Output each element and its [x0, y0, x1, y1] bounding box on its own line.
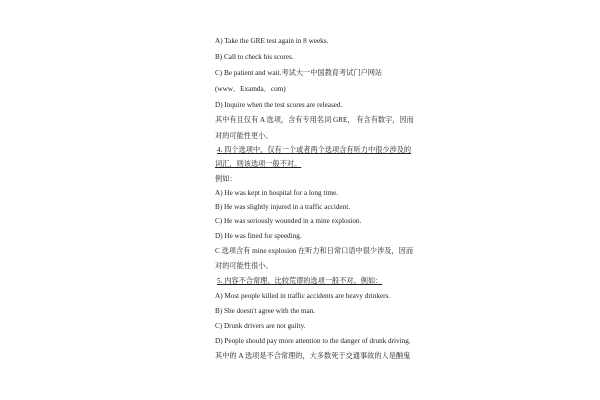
- explanation-line-1: 其中有且仅有 A 选项，含有专用名词 GRE， 有含有数字，因而: [215, 116, 414, 124]
- example-option-a: A) He was kept in hospital for a long time.: [215, 189, 338, 197]
- rule-5-option-d: D) People should pay more attention to the danger of drunk driving.: [215, 337, 411, 345]
- option-b-call: B) Call to check his scores.: [215, 53, 294, 61]
- rule-5-option-b: B) She doesn't agree with the man.: [215, 307, 316, 315]
- source-note: (www．Examda．com): [215, 85, 286, 93]
- example-option-b: B) He was slightly injured in a traffic accident.: [215, 203, 350, 211]
- rule-4-heading-cont: 词汇，则该选项一般不对。: [215, 160, 302, 168]
- example-explanation-2: 对的可能性很小。: [215, 262, 273, 270]
- rule-4-heading: 4. 四个选项中，仅有一个或者两个选项含有听力中很少涉及的: [217, 146, 412, 154]
- rule-5-text: 5. 内容不合常理、比较荒谬的选项一般不对。例如：: [217, 277, 383, 285]
- example-option-d: D) He was fined for speeding.: [215, 232, 302, 240]
- example-option-c: C) He was seriously wounded in a mine explosion.: [215, 217, 362, 225]
- rule-5-explanation: 其中的 A 选项是不合常理的，大多数死于交通事故的人是酗鬼: [215, 352, 411, 360]
- rule-5-option-a: A) Most people killed in traffic accidents are heavy drinkers.: [215, 292, 391, 300]
- rule-5-option-c: C) Drunk drivers are not guilty.: [215, 322, 306, 330]
- rule-5-heading: [217, 277, 382, 286]
- example-explanation-1: C 选项含有 mine explosion 在听力和日常口语中很少涉及，因而: [215, 247, 414, 255]
- option-c-patient: C) Be patient and wait.考试大一中国教育考试门户网站: [215, 69, 383, 77]
- explanation-line-2: 对的可能性更小。: [215, 132, 273, 140]
- option-a-gre: A) Take the GRE test again in 8 weeks.: [215, 37, 329, 45]
- option-d-inquire: D) Inquire when the test scores are released.: [215, 101, 343, 109]
- example-label: 例如：: [215, 175, 237, 183]
